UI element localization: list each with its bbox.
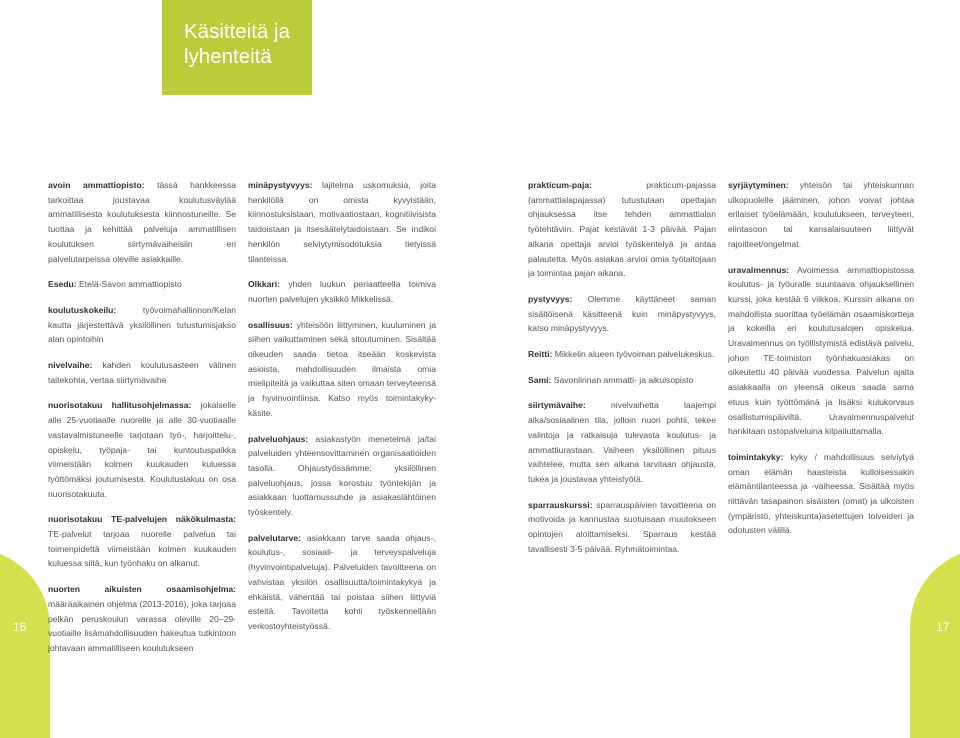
glossary-term: nuorisotakuu hallitusohjelmassa: — [48, 400, 192, 411]
page-number-left: 16 — [13, 620, 27, 634]
glossary-entry — [248, 531, 436, 634]
glossary-definition: yhteisön tai yhteiskunnan ulkopuolelle jääminen, johon voivat johtaa erilaiset työelämään, koulutukseen, terveyteen, elintasoon tai kansalaisuuteen liittyvät rajoitteet/ongelmat. — [728, 180, 914, 249]
glossary-entry — [248, 178, 436, 266]
glossary-term: prakticum-paja: — [528, 180, 592, 190]
glossary-entry — [48, 512, 236, 571]
glossary-entry — [528, 398, 716, 486]
glossary-term: avoin ammattiopisto: — [48, 180, 145, 190]
column-1 — [48, 178, 236, 667]
glossary-definition: asiakkaan tarve saada ohjaus-, koulutus-, sosiaali- ja terveyspalveluja (hyvinvointipalveluja). Palveluiden tavoitteena on vahvistaa yksilön osallisuutta/toimintakykyä ja ehkäistä, vähentää tai poistaa siihen liittyviä esteitä. Tavoitetta kohti työskennellään verkostoyhteistyössä. — [248, 532, 436, 631]
glossary-entry — [48, 277, 236, 292]
glossary-definition: määräaikainen ohjelma (2013-2016), joka tarjoaa pelkän peruskoulun varassa oleville 20–29-vuotiaille lisämahdollisuuden hakeutua tutkintoon johtavaan ammatilliseen koulutukseen — [48, 598, 236, 653]
glossary-term: palvelutarve: — [248, 532, 302, 543]
glossary-definition: Savonlinnan ammatti- ja aikuisopisto — [551, 374, 694, 385]
glossary-term: Reitti: — [528, 349, 553, 360]
corner-decoration-left — [0, 548, 50, 738]
glossary-entry — [528, 373, 716, 388]
glossary-definition: TE-palvelut tarjoaa nuorelle palvelua tai toimenpidettä viimeistään kolmen kuukauden kuluessa siitä, kun työnhaku on alkanut. — [48, 529, 236, 569]
glossary-entry — [528, 178, 716, 281]
glossary-entry — [48, 358, 236, 387]
column-4 — [728, 178, 914, 549]
glossary-entry — [48, 582, 236, 656]
glossary-term: minäpystyvyys: — [248, 180, 313, 190]
title-line-1: Käsitteitä ja — [184, 20, 290, 43]
glossary-entry — [528, 498, 716, 557]
glossary-term: osallisuus: — [248, 319, 293, 330]
glossary-definition: sparrauspäivien tavoitteena on motivoida ja kannustaa suotuisaan muutokseen opintojen aloittamiseksi. Sparraus kestää tavallisesti 3-5 päivää. Ryhmätoimintaa. — [528, 499, 716, 554]
glossary-definition: Avoimessa ammattiopistossa koulutus- ja työuralle suuntaava ohjauksellinen kurssi, joka kestää 6 viikkoa. Kurssin aikana on mahdollista suorittaa työelämän osaamiskortteja ja kokeilla eri koulutusalojen opiskelua. Uravalmennus on työllistymistä edistävä palvelu, johon TE-toimiston työnhakuasiakas on oikeutettu 40 päivää vuodessa. Palvelun ajalta asiakkaalla on yleensä oikeus saada sama etuus kuin työttömänä ja lisäksi kulukorvaus osallistumispäiviltä. Uravalmennuspalvelut hankitaan ostopalveluina kilpailuttamalla. — [728, 264, 914, 437]
title-line-2: lyhenteitä — [184, 45, 272, 68]
glossary-term: sparrauskurssi: — [528, 499, 593, 510]
glossary-definition: kyky / mahdollisuus selviytyä oman elämän haasteista kulloisessakin elämäntilanteessa ja -vaiheessa. Sisältää myös riittävän tasapainon sisäisten (omat) ja ulkoisten (ympäristö, yhteiskunta)asetettujen toiveiden ja odotusten välillä. — [728, 451, 914, 536]
glossary-term: siirtymävaihe: — [528, 400, 586, 411]
glossary-term: uravalmennus: — [728, 264, 790, 275]
glossary-definition: Mikkelin alueen työvoiman palvelukeskus. — [552, 349, 715, 360]
glossary-definition: lajitelma uskomuksia, joita henkilöllä on omista kyvyistään, kiinnostuksistaan, motivaatiostaan, kognitiivisista taidoistaan ja itsesäätelytaidoistaan. Se indikoi henkilön selviytymisodotuksia tietyissä tilanteissa. — [248, 180, 436, 264]
glossary-term: Esedu: — [48, 279, 77, 290]
glossary-definition: Etelä-Savon ammattiopisto — [76, 279, 182, 290]
glossary-entry — [728, 263, 914, 439]
page-number-right: 17 — [936, 620, 950, 634]
glossary-definition: nivelvaihetta laajempi aika/sosiaalinen tila, jolloin nuori pohtii, tekee valintoja ja ratkaisuja tulevasta koulutus- ja ammattiurastaan. Vaiheen yksilöllinen pituus vaihtelee, mutta sen aikana tarvitaan ohjausta, tukea ja joustavaa yhteistyötä. — [528, 400, 716, 484]
glossary-entry — [728, 450, 914, 538]
glossary-entry — [248, 432, 436, 520]
glossary-entry — [248, 318, 436, 421]
glossary-definition: yhteisöön liittyminen, kuuluminen ja siihen vaikuttaminen sekä sitoutuminen. Sisältää oikeuden saada tietoa itseään koskevista asioista, mahdollisuuden ilmaista omia mielipiteitä ja vaikuttaa siten omaan terveyteensä ja hyvinvointiinsa. Katso myös toimintakyky-käsite. — [248, 319, 436, 418]
glossary-entry — [48, 178, 236, 266]
glossary-definition: kahden koulutusasteen välinen taitekohta, vertaa siirtymävaihe — [48, 360, 236, 385]
glossary-term: pystyvyys: — [528, 293, 573, 304]
glossary-entry — [48, 303, 236, 347]
glossary-entry — [528, 347, 716, 362]
glossary-term: palveluohjaus: — [248, 433, 309, 444]
glossary-definition: tässä hankkeessa tarkoittaa joustavaa koulutusväylää ammatillisesta koulutuksesta kiinnostuneille. Se tuottaa ja kehittää palveluja ammatillisen koulutuksen siirtymävaiheisiin eri palvelutarpeissa oleville asiakkaille. — [48, 180, 236, 264]
glossary-term: syrjäytyminen: — [728, 180, 789, 190]
glossary-term: koulutuskokeilu: — [48, 304, 117, 315]
glossary-term: nuorten aikuisten osaamisohjelma: — [48, 584, 236, 595]
glossary-definition: prakticum-pajassa (ammattialapajassa) tutustutaan opettajan ohjauksessa itse tehden ammattialan työtehtäviin. Pajat kestävät 1-3 päivää. Pajan aikana opettaja arvioi työskentelyä ja antaa palautetta. Myös asiakas arvioi omia työtaitojaan ja toimintaa pajan aikana. — [528, 180, 716, 279]
column-3 — [528, 178, 716, 567]
page-title — [184, 19, 290, 69]
glossary-term: toimintakyky: — [728, 451, 784, 462]
glossary-term: nivelvaihe: — [48, 360, 93, 371]
glossary-definition: työvoimahallinnon/Kelan kautta järjestettävä yksilöllinen tutustumisjakso alan opintoihin — [48, 304, 236, 345]
glossary-entry — [728, 178, 914, 252]
glossary-definition: asiakastyön menetelmä ja/tai palveluiden yhteensovittaminen organisaatioiden tasolla. Ohjaustyössämme: yksilöllinen palveluohjaus, jossa korostuu työntekijän ja asiakkaan luottamussuhde ja asiakaslähtöinen työskentely. — [248, 433, 436, 518]
glossary-entry — [528, 292, 716, 336]
glossary-term: Sami: — [528, 374, 552, 385]
glossary-definition: Olemme käyttäneet saman sisältöisenä käsitteenä kuin minäpystyvyys, katso minäpystyvyys. — [528, 293, 716, 334]
corner-decoration-right — [910, 548, 960, 738]
glossary-definition: yhden luukun periaatteella toimiva nuorten palvelujen yksikkö Mikkelissä. — [248, 279, 436, 304]
glossary-term: Olkkari: — [248, 279, 281, 290]
column-2 — [248, 178, 436, 645]
glossary-term: nuorisotakuu TE-palvelujen näkökulmasta: — [48, 514, 236, 525]
glossary-entry — [48, 398, 236, 501]
glossary-definition: jokaiselle alle 25-vuotiaalle nuorelle ja alle 30-vuotiaalle vastavalmistuneelle tarjotaan työ-, harjoittelu-, opiskelu, työpaja- tai kuntoutuspaikka viimeistään kolmen kuukauden kuluessa työttömäksi joutumisesta. Koulutustakuu on osa nuorisotakuuta. — [48, 400, 236, 499]
glossary-entry — [248, 277, 436, 306]
